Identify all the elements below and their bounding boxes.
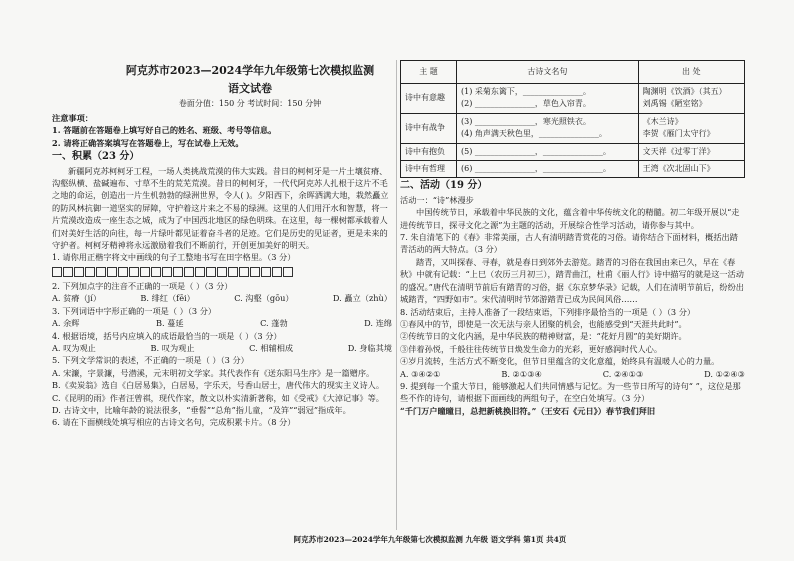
exam-meta: 卷面分值：150 分 考试时间：150 分钟 — [178, 99, 322, 108]
q4-option-d[interactable]: D. 身临其境 — [347, 342, 392, 353]
q4-option-c[interactable]: C. 相辅相成 — [249, 342, 294, 353]
notes-heading: 注意事项： — [52, 113, 93, 123]
exam-subtitle: 语文试卷 — [228, 82, 272, 95]
q8-item-3: ③伴着孙悦，千般往往传统节日焕发生命力的光彩，更好感润时代人心。 — [400, 343, 663, 354]
q8-option-d[interactable]: D. ①②④③ — [704, 368, 745, 379]
q4: 4. 根据语境，括号内应填入的成语最恰当的一项是（ ）（3 分） — [52, 330, 282, 341]
note-2: 2. 请将正确答案填写在答题卷上，写在试卷上无效。 — [52, 137, 244, 148]
col-lines: 古诗文名句 — [457, 61, 639, 84]
q7: 7. 朱自清笔下的《春》非常美丽，古人有清明踏青赏花的习俗。请你结合下面材料，概括出踏青活动的两大特点。（3 分） — [400, 232, 738, 255]
q7-material: 踏青，又叫探春、寻春，就是春日到郊外去游览。踏青的习俗在我国由来已久，早在《春秋》中就有记载：“上巳（农历三月初三），踏青曲江，杜甫《丽人行》诗中描写的就是这一活动的盛况。”唐代在清明节前后有踏青的习俗，据《东京梦华录》记载，人们在清明节前后，纷纷出城踏青，“四野如市”。宋代清明时节郊游踏青已成为民间风俗…… — [400, 256, 744, 305]
blank-1[interactable]: (1) 采菊东篱下，_______________。 — [461, 87, 591, 96]
q4-option-a[interactable]: A. 叹为观止 — [52, 342, 96, 353]
section1-heading: 一、积累（23 分） — [52, 151, 140, 163]
table-row: 诗中有抱负 (5) _______________，_______________。 文天祥《过零丁洋》 — [401, 143, 745, 160]
activity-passage: 中国传统节日，承载着中华民族的文化，蕴含着中华传统文化的精髓。初二年级开展以“走进传统节日，探寻文化之源”为主题的活动，开展综合性学习活动，请你参与其中。 — [400, 207, 740, 230]
table-row: 诗中有意趣 (1) 采菊东篱下，_______________。 (2) _______________，草色入帘青。 陶渊明《饮酒》（其五） 刘禹锡《陋室铭》 — [401, 84, 745, 114]
section2-heading: 二、活动（19 分） — [400, 180, 488, 192]
q5-option-d[interactable]: D. 古诗文中，比喻年龄的说法很多，“垂髫”“总角”指儿童，“及笄”“弱冠”指成年。 — [52, 404, 351, 415]
q2-option-a[interactable]: A. 贫瘠（jí） — [52, 293, 102, 304]
table-row: 诗中有战争 (3) _______________，寒光照铁衣。 (4) 角声满天秋色里，_______________。 《木兰诗》 李贺《雁门太守行》 — [401, 113, 745, 143]
blank-3[interactable]: (3) _______________，寒光照铁衣。 — [461, 116, 591, 126]
blank-2[interactable]: (2) _______________，草色入帘青。 — [461, 99, 591, 109]
blank-5[interactable]: (5) _______________，_______________。 — [461, 146, 611, 156]
q3-options — [52, 317, 392, 329]
q8-item-1: ①春风中的节，即使是一次无法与亲人团聚的机会，也能感受到“天涯共此时”。 — [400, 318, 687, 329]
writing-grid[interactable] — [52, 267, 392, 277]
q3-option-b[interactable]: B. 蔓延 — [155, 318, 184, 329]
q2-option-b[interactable]: B. 绯红（fēi） — [140, 293, 195, 304]
col-topic: 主 题 — [401, 61, 457, 84]
left-column — [52, 112, 392, 429]
exam-title: 阿克苏市2023—2024学年九年级第七次模拟监测 — [125, 64, 375, 77]
q8-item-2: ②传统节日的文化内涵，是中华民族的精神财富，是：“花好月圆”的美好期许。 — [400, 331, 687, 342]
q6: 6. 请在下面横线处填写相应的古诗文名句，完成积累卡片。（8 分） — [52, 417, 296, 428]
table-row: 诗中有哲理 (6) _______________，_______________。 王湾《次北固山下》 — [401, 161, 745, 178]
q8-option-b[interactable]: B. ②①③④ — [501, 368, 542, 379]
q5: 5. 下列文学常识的表述，不正确的一项是（ ）（3 分） — [52, 355, 249, 366]
q2-options — [52, 292, 392, 304]
column-divider — [396, 60, 397, 530]
q3-option-c[interactable]: C. 蓬勃 — [260, 318, 288, 329]
q8: 8. 活动结束后，主持人准备了一段结束语，下列排序最恰当的一项是（ ）（3 分） — [400, 306, 696, 317]
note-1: 1. 答题前在答题卷上填写好自己的姓名、班级、考号等信息。 — [52, 125, 277, 136]
passage: 新疆阿克苏柯柯牙工程，一场人类挑战荒漠的伟大实践。昔日的柯柯牙是一片土壤贫瘠、沟壑纵横、盐碱遍布、寸草不生的荒芜荒漠。昔日的柯柯牙，一代代阿克苏人扎根于这片不毛之地的命运，创造出一片生机勃勃的绿洲世界，令人( )。夕阳西下，余晖洒满大地，栽然矗立的防风林抗御一道坚实的屏障，守护着这片来之不易的绿洲。这里的人们用汗水和智慧，将一片荒漠改造成一座生态之城，成为了中国西北地区的绿色明珠。在这里，每一棵树都承载着人们对美好生活的向往，每一片绿叶都见证着奋斗者的足迹。它们是历史的见证者，更是未来的守护者。柯柯牙精神将永远激励着我们不断前行，开创更加美好的明天。 — [52, 165, 389, 251]
activity-intro: 活动一：“诗”林漫步 — [400, 194, 474, 205]
blank-4[interactable]: (4) 角声满天秋色里，_______________。 — [461, 129, 607, 139]
q5-option-c[interactable]: C.《昆明的雨》作者汪曾祺，现代作家，散文以朴实清新著称，如《受戒》《大淖记事》等。 — [52, 392, 384, 403]
q8-options — [400, 368, 745, 380]
q9: 9. 提到每一个重大节日，能够激起人们共同情感与记忆。为一些节日所写的诗句“ ”，这位是那些不作的诗句，请根据下面画线的两组句子，在空白处填写。（3 分） — [400, 380, 741, 404]
col-source: 出 处 — [638, 61, 744, 84]
q3-option-a[interactable]: A. 余辉 — [52, 318, 80, 329]
q3: 3. 下列词语中字形正确的一项是（ ）（3 分） — [52, 305, 217, 316]
q9-quote: “千门万户曈曈日，总把新桃换旧符。”（王安石《元日》）春节我们拜旧 — [400, 405, 656, 416]
q1: 1. 请你用正楷字将文中画线的句子工整地书写在田字格里。（3 分） — [52, 252, 296, 263]
blank-6[interactable]: (6) _______________，_______________。 — [461, 164, 611, 174]
q8-item-4: ④岁月流转，生活方式不断变化，但节日里蕴含的文化意蕴，始终具有温暖人心的力量。 — [400, 356, 720, 367]
q2-option-d[interactable]: D. 矗立（zhù） — [332, 293, 392, 304]
q5-option-a[interactable]: A. 宋濂，字景濂，号潜溪，元末明初文学家。其代表作有《送东阳马生序》是一篇赠序。 — [52, 367, 375, 378]
q4-options — [52, 342, 392, 354]
q3-option-d[interactable]: D. 连绵 — [364, 318, 392, 329]
q8-option-c[interactable]: C. ②④①③ — [602, 368, 644, 379]
page-footer: 阿克苏市2023—2024学年九年级第七次模拟监测 九年级 语文学科 第1页 共4页 — [293, 535, 567, 544]
q2-option-c[interactable]: C. 沟壑（gōu） — [234, 293, 294, 304]
q5-option-b[interactable]: B.《卖炭翁》选自《白居易集》，白居易，字乐天，号香山居士，唐代伟大的现实主义诗人。 — [52, 380, 385, 391]
right-column — [400, 60, 745, 417]
q2: 2. 下列加点字的注音不正确的一项是（ ）（3 分） — [52, 280, 233, 291]
q8-option-a[interactable]: A. ③④②① — [400, 368, 441, 379]
q4-option-b[interactable]: B. 叹为观止 — [150, 342, 195, 353]
poetry-table — [400, 60, 745, 178]
